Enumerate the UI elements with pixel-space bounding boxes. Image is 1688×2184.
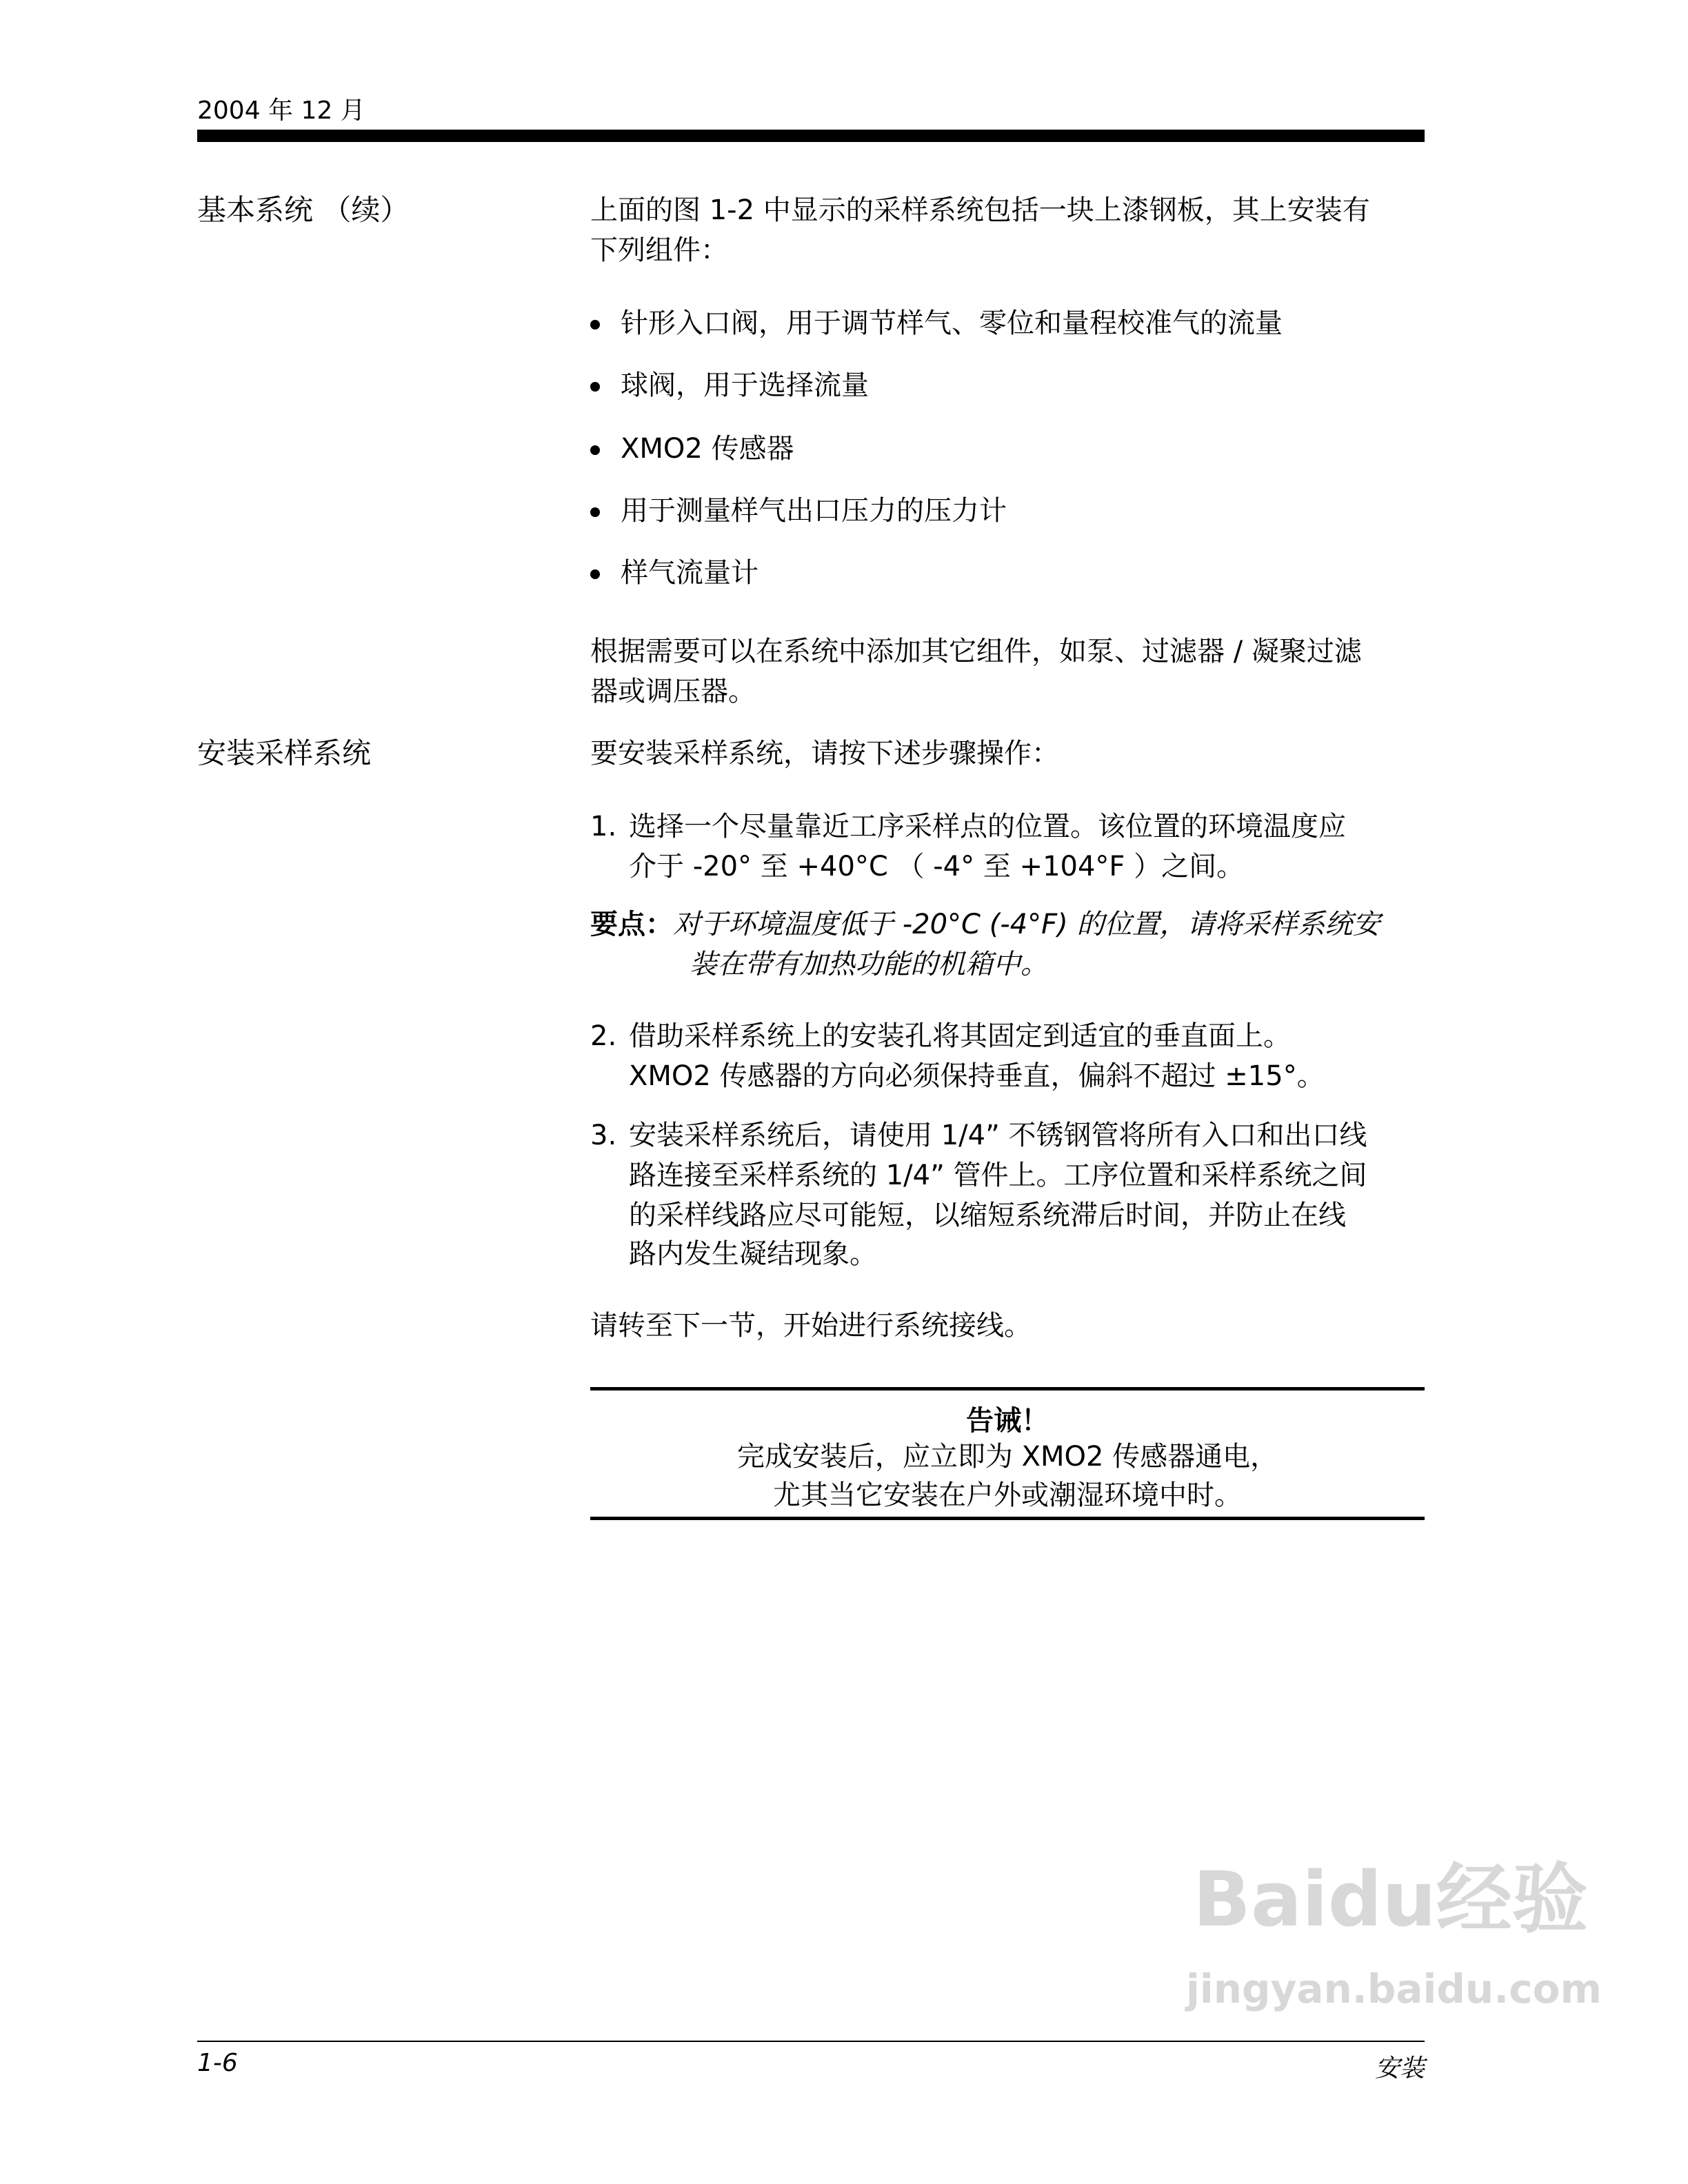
list-item: 用于测量样气出口压力的压力计 [590,491,1007,531]
step-1-cont: 介于 -20° 至 +40°C （ -4° 至 +104°F ）之间。 [629,851,1245,882]
note-label: 要点： [590,909,673,940]
step-1: 1. 选择一个尽量靠近工序采样点的位置。该位置的环境温度应 [590,811,1346,842]
step-3-cont: 路内发生凝结现象。 [629,1238,877,1270]
note: 要点：对于环境温度低于 -20°C (-4°F) 的位置，请将采样系统安 [590,909,1380,940]
note-cont: 装在带有加热功能的机箱中。 [690,949,1048,980]
outro-line-2: 器或调压器。 [590,676,756,707]
chapter-name: 安装 [1374,2054,1425,2083]
outro-line-1: 根据需要可以在系统中添加其它组件，如泵、过滤器 / 凝聚过滤 [590,636,1362,667]
list-item: 针形入口阀，用于调节样气、零位和量程校准气的流量 [590,303,1283,343]
intro-line-1: 上面的图 1-2 中显示的采样系统包括一块上漆钢板，其上安装有 [590,194,1370,226]
caution-title: 告诫！ [966,1405,1049,1437]
bullet-icon [590,382,600,392]
bullet-icon [590,320,600,330]
section-heading-install: 安装采样系统 [197,736,372,770]
watermark-url: jingyan.baidu.com [1186,1965,1602,2012]
step-2: 2. 借助采样系统上的安装孔将其固定到适宜的垂直面上。 [590,1020,1291,1052]
closing-text: 请转至下一节，开始进行系统接线。 [590,1310,1032,1342]
caution-bottom-rule [590,1517,1425,1520]
step-3-cont: 路连接至采样系统的 1/4” 管件上。工序位置和采样系统之间 [629,1160,1367,1191]
step-3: 3. 安装采样系统后，请使用 1/4” 不锈钢管将所有入口和出口线 [590,1120,1367,1151]
header-date: 2004 年 12 月 [197,97,365,125]
step-2-cont: XMO2 传感器的方向必须保持垂直，偏斜不超过 ±15°。 [629,1060,1325,1092]
watermark-brand: Baidu经验 [1193,1855,1588,1943]
page-number: 1-6 [197,2049,238,2077]
footer-rule [197,2041,1425,2042]
caution-line-1: 完成安装后，应立即为 XMO2 传感器通电， [736,1441,1278,1473]
bullet-icon [590,507,600,517]
bullet-icon [590,445,600,455]
step-3-cont: 的采样线路应尽可能短，以缩短系统滞后时间，并防止在线 [629,1200,1346,1231]
caution-top-rule [590,1387,1425,1391]
list-item: 球阀，用于选择流量 [590,365,869,405]
header-rule [197,130,1425,142]
bullet-icon [590,569,600,579]
section-heading-basic-system: 基本系统 （续） [197,193,410,227]
caution-line-2: 尤其当它安装在户外或潮湿环境中时。 [773,1479,1242,1511]
install-intro: 要安装采样系统，请按下述步骤操作： [590,738,1059,769]
list-item: XMO2 传感器 [590,429,794,469]
intro-line-2: 下列组件： [590,234,728,266]
list-item: 样气流量计 [590,553,758,593]
